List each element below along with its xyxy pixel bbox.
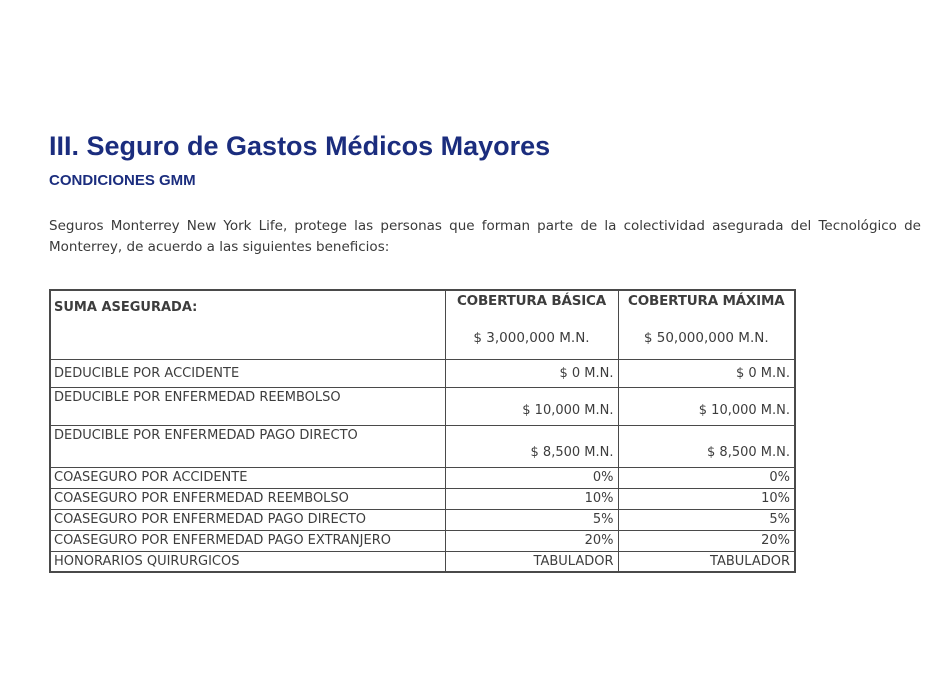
row-value-basica: $ 10,000 M.N. [445,387,618,425]
header-cobertura-basica-cell [445,290,618,359]
table-row [50,488,795,509]
row-value-maxima: 0% [618,467,795,488]
row-value-basica: $ 0 M.N. [445,359,618,387]
row-label: DEDUCIBLE POR ENFERMEDAD REEMBOLSO [50,387,445,425]
row-value-basica: $ 8,500 M.N. [445,425,618,467]
row-label: COASEGURO POR ENFERMEDAD PAGO DIRECTO [50,509,445,530]
row-label: COASEGURO POR ACCIDENTE [50,467,445,488]
row-value-basica: 20% [445,530,618,551]
row-label: COASEGURO POR ENFERMEDAD PAGO EXTRANJERO [50,530,445,551]
intro-paragraph: Seguros Monterrey New York Life, protege las personas que forman parte de la colectividad asegurada del Tecnológico de Monterrey, de acuerdo a las siguientes beneficios: [49,217,921,255]
table-row [50,551,795,572]
benefits-table [49,289,796,573]
row-value-basica: 10% [445,488,618,509]
row-label: HONORARIOS QUIRURGICOS [50,551,445,572]
header-cobertura-maxima: COBERTURA MÁXIMA [628,293,785,309]
row-label: DEDUCIBLE POR ENFERMEDAD PAGO DIRECTO [50,425,445,467]
row-value-maxima: $ 10,000 M.N. [618,387,795,425]
row-value-maxima: 10% [618,488,795,509]
row-value-maxima: 5% [618,509,795,530]
row-label: DEDUCIBLE POR ACCIDENTE [50,359,445,387]
page-title: III. Seguro de Gastos Médicos Mayores [49,131,551,162]
table-row [50,387,795,425]
table-header-row [50,290,795,359]
table-row [50,467,795,488]
row-value-basica: 5% [445,509,618,530]
row-label: COASEGURO POR ENFERMEDAD REEMBOLSO [50,488,445,509]
row-value-maxima: TABULADOR [618,551,795,572]
row-value-maxima: 20% [618,530,795,551]
table-row [50,530,795,551]
row-value-basica: TABULADOR [445,551,618,572]
table-row [50,359,795,387]
header-cobertura-basica: COBERTURA BÁSICA [456,293,607,309]
header-cobertura-maxima-cell [618,290,795,359]
row-value-maxima: $ 0 M.N. [618,359,795,387]
header-cobertura-maxima-amount: $ 50,000,000 M.N. [643,330,769,346]
row-value-basica: 0% [445,467,618,488]
section-subtitle: CONDICIONES GMM [49,172,196,190]
table-row [50,425,795,467]
header-cobertura-basica-amount: $ 3,000,000 M.N. [473,330,590,346]
table-row [50,509,795,530]
row-value-maxima: $ 8,500 M.N. [618,425,795,467]
header-suma-asegurada: SUMA ASEGURADA: [50,290,445,359]
